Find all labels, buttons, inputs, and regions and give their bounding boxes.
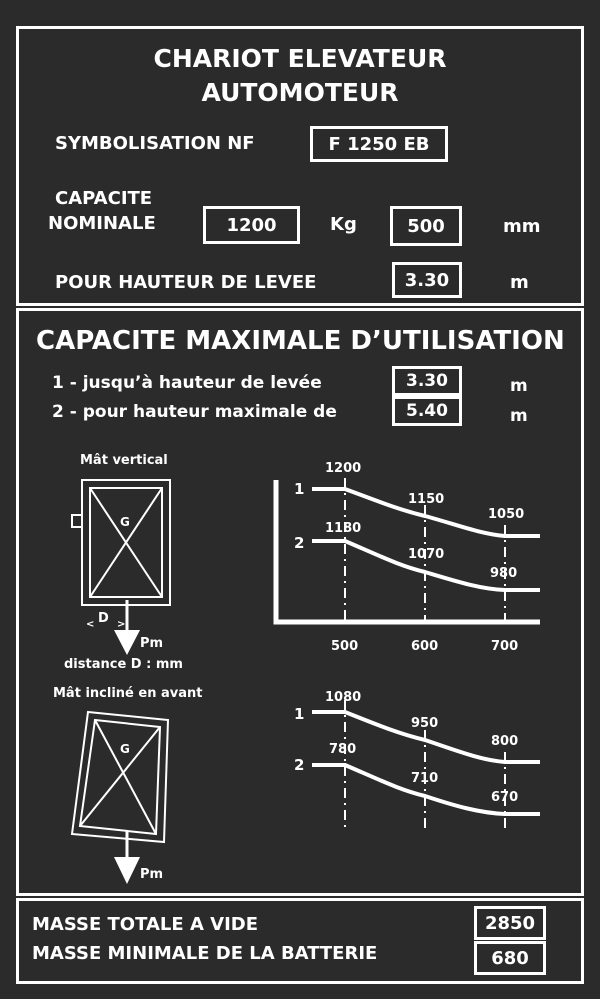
center-gravity-g-2: G [120, 742, 130, 756]
inclined-c1-v3: 800 [491, 734, 519, 749]
curve-label-inclined-2: 2 [294, 756, 305, 774]
masse-batterie-label: MASSE MINIMALE DE LA BATTERIE [32, 943, 378, 964]
capacite-value: 1200 [203, 206, 300, 244]
x-tick-700: 700 [491, 639, 519, 654]
capacite-label-line-2: NOMINALE [48, 213, 156, 234]
max-row-2-value: 5.40 [392, 396, 462, 426]
capacite-label-line-1: CAPACITE [55, 188, 153, 209]
arrow-right-glyph: > [117, 619, 126, 630]
max-row-1-label: 1 - jusqu’à hauteur de levée [52, 373, 322, 393]
mast-vertical-icon [72, 480, 170, 605]
symbolisation-label: SYMBOLISATION NF [55, 133, 255, 154]
curve-label-vertical-1: 1 [294, 480, 305, 498]
masse-vide-value: 2850 [474, 906, 546, 940]
inclined-c1-v1: 1080 [325, 690, 362, 705]
vertical-c2-v2: 1070 [408, 547, 445, 562]
distance-caption: distance D : mm [64, 657, 183, 672]
max-row-1-unit: m [510, 376, 528, 396]
title-line-2: AUTOMOTEUR [201, 78, 399, 107]
vertical-c2-v1: 1180 [325, 521, 362, 536]
curve-label-vertical-2: 2 [294, 534, 305, 552]
vertical-c1-v2: 1150 [408, 492, 445, 507]
mast-vertical-label: Mât vertical [80, 453, 168, 468]
masse-vide-label: MASSE TOTALE A VIDE [32, 914, 259, 935]
max-capacity-title: CAPACITE MAXIMALE D’UTILISATION [36, 326, 565, 356]
title-line-1: CHARIOT ELEVATEUR [153, 44, 447, 73]
inclined-c1-v2: 950 [411, 716, 439, 731]
center-unit: mm [503, 216, 541, 237]
inclined-c2-v3: 670 [491, 790, 519, 805]
max-row-2-unit: m [510, 406, 528, 426]
max-row-2-label: 2 - pour hauteur maximale de [52, 402, 337, 422]
inclined-c2-v1: 780 [329, 742, 357, 757]
center-gravity-g-1: G [120, 515, 130, 529]
hauteur-value: 3.30 [392, 262, 462, 298]
distance-d-symbol: D [98, 611, 109, 626]
mast-inclined-icon [72, 712, 168, 842]
center-value: 500 [390, 206, 462, 246]
load-pm-label-2: Pm [140, 867, 164, 882]
symbolisation-value: F 1250 EB [310, 126, 448, 162]
inclined-c2-v2: 710 [411, 771, 439, 786]
load-pm-label-1: Pm [140, 636, 164, 651]
hauteur-unit: m [510, 272, 529, 293]
x-tick-600: 600 [411, 639, 439, 654]
x-tick-500: 500 [331, 639, 359, 654]
curve-label-inclined-1: 1 [294, 705, 305, 723]
hauteur-label: POUR HAUTEUR DE LEVEE [55, 272, 317, 293]
capacite-unit: Kg [330, 214, 357, 235]
max-row-1-value: 3.30 [392, 366, 462, 396]
vertical-c1-v1: 1200 [325, 461, 362, 476]
vertical-c1-v3: 1050 [488, 507, 525, 522]
arrow-left-glyph: < [86, 619, 95, 630]
masse-batterie-value: 680 [474, 941, 546, 975]
vertical-c2-v3: 980 [490, 566, 518, 581]
mast-inclined-label: Mât incliné en avant [53, 686, 203, 701]
